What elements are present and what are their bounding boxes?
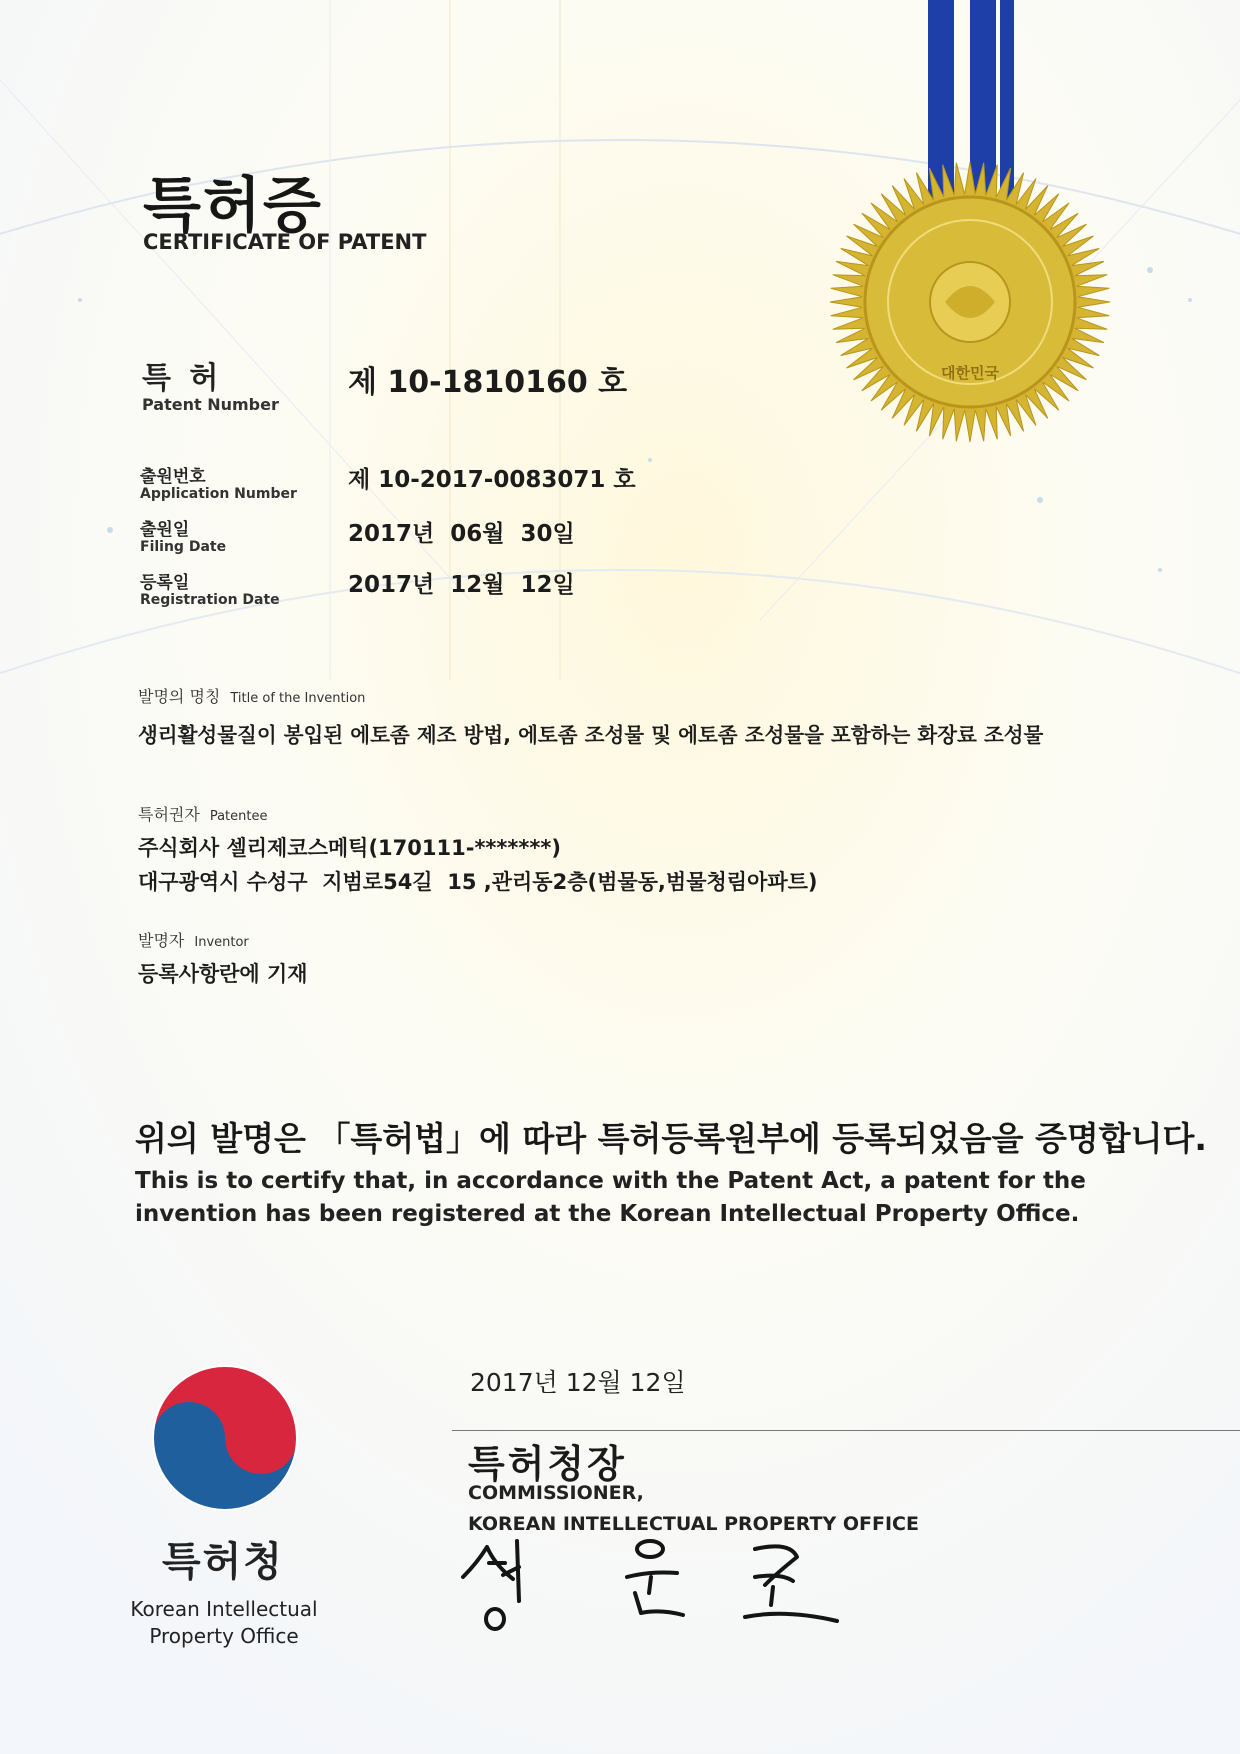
filing-date-value: 2017년 06월 30일 xyxy=(348,521,575,547)
registration-date-label: 등록일 xyxy=(140,573,190,593)
seal-text: 대한민국 xyxy=(941,364,999,382)
registration-date-value: 2017년 12월 12일 xyxy=(348,572,575,598)
invention-label-en: Title of the Invention xyxy=(230,691,366,706)
issue-date: 2017년 12월 12일 xyxy=(470,1368,686,1397)
patentee-name: 주식회사 셀리제코스메틱(170111-*******) xyxy=(138,836,561,860)
certification-statement-ko: 위의 발명은 「특허법」에 따라 특허등록원부에 등록되었음을 증명합니다. xyxy=(135,1119,1207,1158)
taegeuk-emblem-icon xyxy=(150,1363,300,1513)
application-number-value: 제 10-2017-0083071 호 xyxy=(348,467,636,493)
inventor-label-ko: 발명자 xyxy=(138,931,185,950)
commissioner-title-en-line1: COMMISSIONER, xyxy=(468,1482,644,1504)
patentee-address: 대구광역시 수성구 지범로54길 15 ,관리동2층(범물동,범물청림아파트) xyxy=(138,870,818,894)
patentee-label xyxy=(138,802,267,825)
inventor-label-en: Inventor xyxy=(194,935,249,950)
application-number-label-en: Application Number xyxy=(140,486,297,502)
gold-seal-icon xyxy=(820,150,1120,460)
kipo-name-ko: 특허청 xyxy=(162,1539,284,1585)
patentee-label-ko: 특허권자 xyxy=(138,805,200,824)
invention-title: 생리활성물질이 봉입된 에토좀 제조 방법, 에토좀 조성물 및 에토좀 조성물을 포함하는 화장료 조성물 xyxy=(138,723,1044,747)
inventor-value: 등록사항란에 기재 xyxy=(138,962,308,986)
filing-date-label-en: Filing Date xyxy=(140,539,227,555)
signature-text xyxy=(560,1640,564,1641)
patentee-label-en: Patentee xyxy=(209,809,268,824)
invention-label-ko: 발명의 명칭 xyxy=(138,687,221,706)
application-number-label: 출원번호 xyxy=(140,467,206,487)
invention-label xyxy=(138,684,365,707)
patent-number-label: 특 허 xyxy=(142,361,223,396)
certification-statement-en: This is to certify that, in accordance with the Patent Act, a patent for the invention has been registered at the Korean Intellectual Property Office. xyxy=(135,1168,1086,1227)
registration-date-label-en: Registration Date xyxy=(140,592,280,608)
kipo-name-en: Korean Intellectual Property Office xyxy=(130,1597,318,1648)
inventor-label xyxy=(138,928,249,951)
commissioner-signature xyxy=(455,1535,855,1635)
patent-number-value: 제 10-1810160 호 xyxy=(348,365,628,400)
filing-date-label: 출원일 xyxy=(140,520,190,540)
commissioner-title-en-line2: KOREAN INTELLECTUAL PROPERTY OFFICE xyxy=(468,1513,919,1535)
page-subtitle: CERTIFICATE OF PATENT xyxy=(143,230,427,254)
page-title: 특허증 xyxy=(143,171,323,241)
commissioner-title-ko: 특허청장 xyxy=(468,1442,627,1486)
footer-divider xyxy=(452,1430,1240,1431)
patent-number-label-en: Patent Number xyxy=(142,395,279,414)
